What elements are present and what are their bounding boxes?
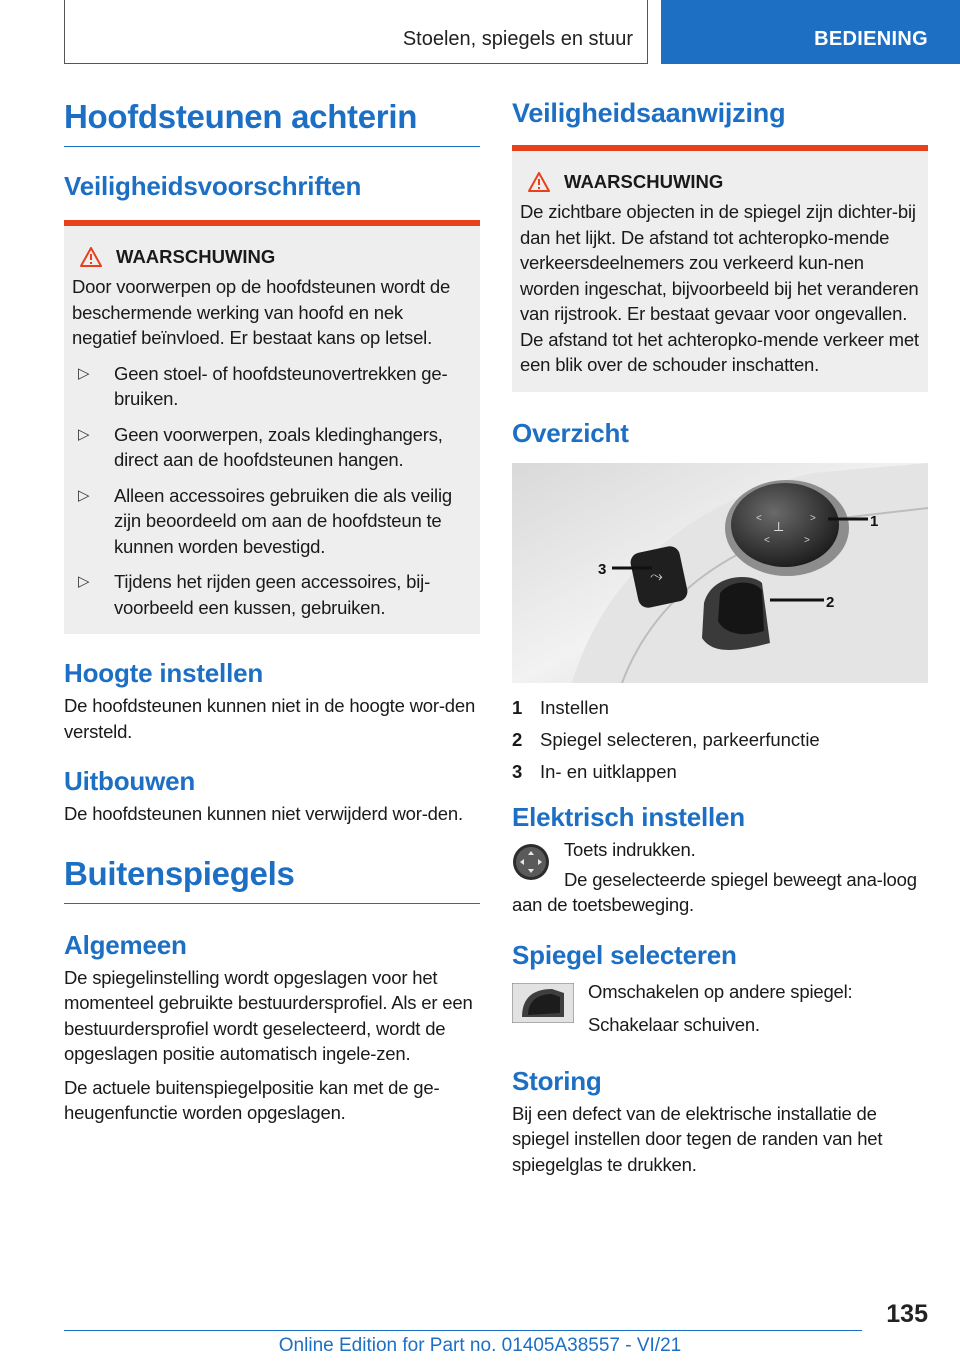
direction-pad-icon <box>512 843 550 881</box>
text-fault: Bij een defect van de elektrische installatie de spiegel instellen door tegen de randen van het spiegelglas te drukken. <box>512 1102 883 1175</box>
svg-text:⤳: ⤳ <box>650 565 663 585</box>
header-chapter-tab <box>661 0 960 64</box>
text-height-adjust: De hoofdsteunen kunnen niet in de hoogte wor-den versteld. <box>64 695 476 742</box>
triangle-bullet-icon: ▷ <box>78 364 90 382</box>
heading-exterior-mirrors: Buitenspiegels <box>64 855 480 904</box>
warning-title: WAARSCHUWING <box>520 171 920 193</box>
warning-triangle-icon <box>80 247 102 267</box>
text-electric-1: Toets indrukken. <box>564 839 696 860</box>
svg-text:⟂: ⟂ <box>774 518 784 535</box>
warning-title: WAARSCHUWING <box>72 246 472 268</box>
right-column <box>512 98 928 1177</box>
list-item: ▷ Alleen accessoires gebruiken die als veilig zijn beoordeeld om aan de hoofdsteun te kunnen worden bevestigd. <box>72 483 472 560</box>
list-item: ▷ Tijdens het rijden geen accessoires, bij-voorbeeld een kussen, gebruiken. <box>72 569 472 620</box>
text-select-2: Schakelaar schuiven. <box>588 1014 760 1035</box>
text-select-1: Omschakelen op andere spiegel: <box>588 980 853 1002</box>
svg-text:<: < <box>764 534 770 546</box>
heading-safety-note: Veiligheidsaanwijzing <box>512 98 928 151</box>
left-column <box>64 98 480 1126</box>
mirror-selector-switch-icon <box>512 983 574 1023</box>
text-general-1: De spiegelinstelling wordt opgeslagen voor het momenteel gebruikte bestuurdersprofiel. Als er een bestuurdersprofiel wordt geselecteerd, wordt de opgeslagen positie automatisch ingele-zen. <box>64 966 473 1064</box>
triangle-bullet-icon: ▷ <box>78 573 90 590</box>
svg-text:>: > <box>810 512 816 524</box>
warning-text: De zichtbare objecten in de spiegel zijn dichter-bij dan het lijkt. De afstand tot achteropko-mende verkeersdeelnemers zou verkeerd kun-nen worden ingeschat, bijvoorbeeld bij het veranderen van rijstrook. Er bestaat gevaar voor ongevallen. De afstand tot het achteropko-mende verkeer met een blik over de schouder inschatten. <box>520 201 919 375</box>
heading-fault: Storing <box>512 1065 602 1096</box>
select-mirror-block <box>512 979 928 1038</box>
page-number: 135 <box>886 1300 928 1328</box>
text-electric-2: De geselecteerde spiegel beweegt ana-loog aan de toetsbeweging. <box>512 868 917 915</box>
heading-overview: Overzicht <box>512 417 629 448</box>
list-item: 1 Instellen <box>512 696 609 718</box>
warning-box-mirrors <box>512 151 928 392</box>
mirror-switch-illustration <box>512 463 928 683</box>
header-section-tab <box>64 0 648 64</box>
heading-electric-adjust: Elektrisch instellen <box>512 802 745 832</box>
list-item: 3 In- en uitklappen <box>512 760 677 782</box>
text-general-2: De actuele buitenspiegelpositie kan met de ge-heugenfunctie worden opgeslagen. <box>64 1076 440 1123</box>
heading-general: Algemeen <box>64 929 187 960</box>
warning-triangle-icon <box>528 172 550 192</box>
electric-adjust-block <box>512 837 928 918</box>
footer-divider <box>64 1330 862 1331</box>
svg-text:>: > <box>804 534 810 546</box>
list-item: ▷ Geen voorwerpen, zoals kledinghangers, direct aan de hoofdsteunen hangen. <box>72 422 472 473</box>
triangle-bullet-icon: ▷ <box>78 425 90 443</box>
svg-text:<: < <box>756 512 762 524</box>
list-item: 2 Spiegel selecteren, parkeerfunctie <box>512 728 820 750</box>
heading-removal: Uitbouwen <box>64 766 196 796</box>
list-item: ▷ Geen stoel- of hoofdsteunovertrekken ge-bruiken. <box>72 361 472 412</box>
warning-box-headrests <box>64 220 480 634</box>
overview-legend <box>512 695 928 785</box>
warning-text: Door voorwerpen op de hoofdsteunen wordt de beschermende werking van hoofd en nek negatief beïnvloed. Er bestaat kans op letsel. <box>72 276 451 348</box>
footer-edition: Online Edition for Part no. 01405A38557 - VI/21 <box>278 1335 682 1356</box>
heading-safety-rules: Veiligheidsvoorschriften <box>64 171 362 201</box>
heading-rear-headrests: Hoofdsteunen achterin <box>64 98 480 147</box>
triangle-bullet-icon: ▷ <box>78 486 90 504</box>
callout-3: 3 <box>598 560 607 578</box>
header-section-title: Stoelen, spiegels en stuur <box>402 28 633 50</box>
text-removal: De hoofdsteunen kunnen niet verwijderd wor-den. <box>64 803 463 824</box>
heading-select-mirror: Spiegel selecteren <box>512 939 737 970</box>
header-chapter-title: BEDIENING <box>814 28 928 50</box>
callout-1: 1 <box>870 512 879 530</box>
heading-height-adjust: Hoogte instellen <box>64 658 264 688</box>
callout-2: 2 <box>826 593 835 611</box>
